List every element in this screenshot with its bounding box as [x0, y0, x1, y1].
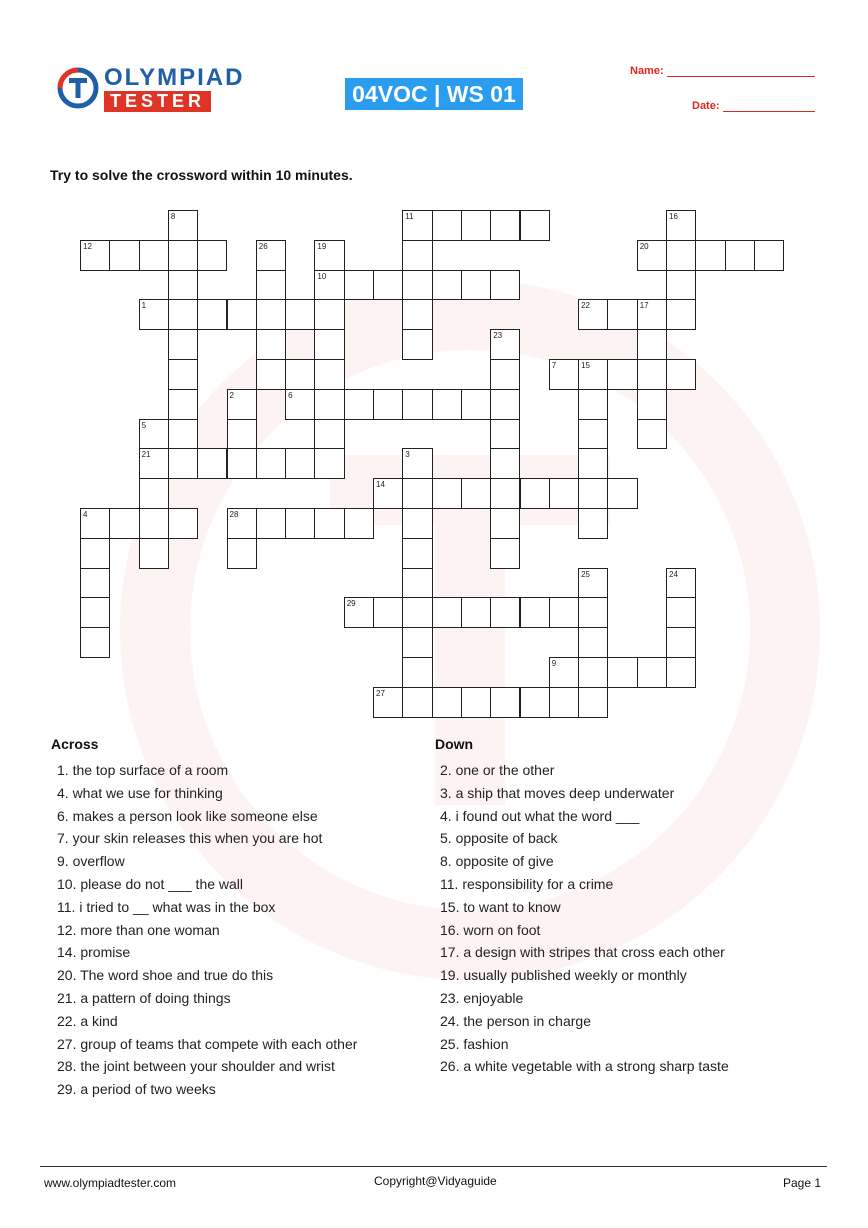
crossword-cell-4[interactable] — [80, 508, 110, 539]
crossword-cell-22[interactable] — [578, 299, 608, 330]
crossword-cell[interactable] — [637, 419, 667, 450]
clue-number: 29 — [346, 599, 356, 609]
clue-item: 20. The word shoe and true do this — [57, 967, 274, 984]
crossword-cell-5[interactable] — [139, 419, 169, 450]
crossword-cell[interactable] — [578, 419, 608, 450]
crossword-cell[interactable] — [168, 419, 198, 450]
crossword-cell[interactable] — [432, 687, 462, 718]
logo-text-olympiad: OLYMPIAD — [104, 64, 245, 91]
crossword-cell-23[interactable] — [490, 329, 520, 360]
crossword-cell[interactable] — [607, 657, 637, 688]
crossword-cell[interactable] — [461, 478, 491, 509]
crossword-cell[interactable] — [490, 359, 520, 390]
clue-number: 17 — [639, 301, 649, 311]
crossword-cell[interactable] — [432, 270, 462, 301]
crossword-cell[interactable] — [285, 299, 315, 330]
footer-divider — [40, 1166, 827, 1167]
crossword-cell[interactable] — [168, 508, 198, 539]
crossword-cell[interactable] — [227, 419, 257, 450]
clue-item: 17. a design with stripes that cross each other — [440, 944, 725, 961]
crossword-cell[interactable] — [80, 597, 110, 628]
crossword-cell-29[interactable] — [344, 597, 374, 628]
crossword-cell[interactable] — [402, 329, 432, 360]
crossword-cell[interactable] — [490, 508, 520, 539]
crossword-cell[interactable] — [666, 597, 696, 628]
crossword-cell[interactable] — [490, 270, 520, 301]
crossword-cell[interactable] — [549, 597, 579, 628]
clue-number: 10 — [317, 271, 327, 281]
crossword-cell[interactable] — [754, 240, 784, 271]
footer-website: www.olympiadtester.com — [44, 1176, 177, 1190]
crossword-cell[interactable] — [80, 627, 110, 658]
crossword-cell[interactable] — [666, 240, 696, 271]
down-clue-list — [440, 760, 840, 1090]
clue-item: 4. what we use for thinking — [57, 784, 223, 801]
clue-number: 24 — [669, 569, 678, 579]
crossword-cell[interactable] — [666, 627, 696, 658]
crossword-cell-28[interactable] — [227, 508, 257, 539]
crossword-cell[interactable] — [461, 270, 491, 301]
footer-copyright: Copyright@Vidyaguide — [374, 1174, 497, 1188]
across-clue-list — [57, 760, 427, 1110]
clue-item: 7. your skin releases this when you are hot — [57, 830, 323, 847]
crossword-cell-21[interactable] — [139, 448, 169, 479]
clue-number: 15 — [581, 361, 590, 370]
clue-number: 4 — [83, 510, 88, 519]
crossword-cell[interactable] — [314, 508, 344, 539]
clue-item: 24. the person in charge — [440, 1012, 591, 1029]
crossword-cell-25[interactable] — [578, 568, 608, 599]
clue-number: 9 — [551, 659, 557, 668]
crossword-cell[interactable] — [520, 597, 550, 628]
crossword-cell[interactable] — [168, 240, 198, 271]
clue-item: 28. the joint between your shoulder and wrist — [57, 1058, 335, 1075]
crossword-cell[interactable] — [578, 389, 608, 420]
clue-item: 1. the top surface of a room — [57, 762, 229, 778]
crossword-cell-2[interactable] — [227, 389, 257, 420]
crossword-cell[interactable] — [402, 687, 432, 718]
crossword-cell[interactable] — [139, 508, 169, 539]
clue-item: 5. opposite of back — [440, 830, 558, 847]
crossword-cell[interactable] — [80, 538, 110, 569]
logo-text-tester: TESTER — [104, 91, 211, 112]
crossword-cell[interactable] — [461, 210, 491, 241]
crossword-cell[interactable] — [490, 597, 520, 628]
crossword-cell[interactable] — [314, 329, 344, 360]
crossword-cell-19[interactable] — [314, 240, 344, 271]
clue-number: 11 — [405, 212, 414, 221]
crossword-cell[interactable] — [402, 538, 432, 569]
crossword-cell[interactable] — [578, 657, 608, 688]
crossword-cell-15[interactable] — [578, 359, 608, 390]
worksheet-title: 04VOC | WS 01 — [345, 78, 523, 110]
clue-item: 29. a period of two weeks — [57, 1081, 216, 1098]
crossword-cell[interactable] — [402, 627, 432, 658]
crossword-cell-1[interactable] — [139, 299, 169, 330]
crossword-cell[interactable] — [168, 299, 198, 330]
clue-number: 23 — [493, 331, 503, 341]
clue-item: 25. fashion — [440, 1035, 509, 1052]
crossword-cell[interactable] — [402, 657, 432, 688]
crossword-cell[interactable] — [432, 478, 462, 509]
crossword-cell[interactable] — [578, 597, 608, 628]
clue-number: 22 — [581, 301, 590, 311]
crossword-cell[interactable] — [227, 538, 257, 569]
clue-item: 22. a kind — [57, 1012, 118, 1029]
crossword-cell-9[interactable] — [549, 657, 579, 688]
crossword-cell[interactable] — [490, 389, 520, 420]
crossword-cell[interactable] — [578, 478, 608, 509]
clue-item: 6. makes a person look like someone else — [57, 807, 318, 824]
crossword-cell[interactable] — [490, 419, 520, 450]
clue-item: 16. worn on foot — [440, 921, 541, 938]
crossword-cell[interactable] — [578, 448, 608, 479]
across-heading: Across — [51, 736, 99, 752]
crossword-cell[interactable] — [666, 359, 696, 390]
clue-number: 7 — [551, 361, 557, 370]
crossword-cell[interactable] — [695, 240, 725, 271]
crossword-cell[interactable] — [666, 270, 696, 301]
clue-number: 12 — [83, 241, 92, 251]
crossword-cell[interactable] — [139, 240, 169, 271]
clue-item: 27. group of teams that compete with each other — [57, 1035, 358, 1052]
crossword-cell[interactable] — [314, 389, 344, 420]
crossword-cell[interactable] — [637, 389, 667, 420]
clue-item: 11. responsibility for a crime — [440, 876, 614, 892]
crossword-cell[interactable] — [578, 508, 608, 539]
crossword-cell[interactable] — [227, 448, 257, 479]
clue-number: 2 — [229, 390, 234, 400]
crossword-cell-14[interactable] — [373, 478, 403, 509]
clue-number: 20 — [639, 241, 649, 251]
crossword-cell[interactable] — [461, 687, 491, 718]
crossword-cell[interactable] — [490, 687, 520, 718]
crossword-cell[interactable] — [256, 359, 286, 390]
crossword-cell[interactable] — [402, 597, 432, 628]
crossword-cell[interactable] — [256, 270, 286, 301]
crossword-cell-12[interactable] — [80, 240, 110, 271]
crossword-cell[interactable] — [490, 448, 520, 479]
crossword-cell[interactable] — [432, 597, 462, 628]
crossword-cell[interactable] — [432, 210, 462, 241]
down-heading: Down — [435, 736, 474, 752]
clue-item: 10. please do not ___ the wall — [57, 876, 244, 892]
crossword-cell[interactable] — [314, 448, 344, 479]
clue-item: 21. a pattern of doing things — [57, 990, 231, 1006]
crossword-cell[interactable] — [256, 448, 286, 479]
clue-number: 21 — [141, 450, 151, 460]
crossword-cell-20[interactable] — [637, 240, 667, 271]
crossword-cell-24[interactable] — [666, 568, 696, 599]
crossword-cell[interactable] — [285, 508, 315, 539]
crossword-cell[interactable] — [344, 389, 374, 420]
crossword-cell[interactable] — [461, 597, 491, 628]
clue-number: 8 — [170, 212, 176, 221]
clue-item: 12. more than one woman — [57, 921, 220, 938]
clue-number: 25 — [581, 569, 590, 579]
crossword-cell[interactable] — [402, 478, 432, 509]
crossword-cell[interactable] — [520, 687, 550, 718]
clue-item: 3. a ship that moves deep underwater — [440, 784, 675, 801]
date-label: Date: — [692, 100, 720, 112]
crossword-cell[interactable] — [549, 687, 579, 718]
crossword-cell[interactable] — [402, 270, 432, 301]
clue-item: 19. usually published weekly or monthly — [440, 967, 687, 984]
crossword-cell[interactable] — [197, 240, 227, 271]
crossword-cell-6[interactable] — [285, 389, 315, 420]
crossword-cell-8[interactable] — [168, 210, 198, 241]
clue-item: 9. overflow — [57, 853, 125, 870]
crossword-cell[interactable] — [666, 657, 696, 688]
instruction-text: Try to solve the crossword within 10 minutes. — [50, 167, 353, 183]
crossword-cell[interactable] — [168, 329, 198, 360]
clue-number: 28 — [229, 510, 239, 519]
crossword-cell[interactable] — [578, 627, 608, 658]
crossword-cell[interactable] — [139, 478, 169, 509]
crossword-cell[interactable] — [549, 478, 579, 509]
crossword-cell-26[interactable] — [256, 240, 286, 271]
crossword-cell[interactable] — [402, 568, 432, 599]
clue-item: 8. opposite of give — [440, 853, 554, 870]
crossword-cell[interactable] — [256, 329, 286, 360]
name-label: Name: — [630, 65, 664, 77]
crossword-cell[interactable] — [109, 508, 139, 539]
crossword-cell[interactable] — [666, 299, 696, 330]
crossword-cell[interactable] — [314, 359, 344, 390]
crossword-cell[interactable] — [80, 568, 110, 599]
clue-number: 26 — [258, 241, 268, 251]
crossword-cell[interactable] — [168, 270, 198, 301]
clue-number: 19 — [317, 241, 327, 251]
crossword-cell[interactable] — [197, 448, 227, 479]
crossword-cell-27[interactable] — [373, 687, 403, 718]
crossword-cell[interactable] — [314, 419, 344, 450]
crossword-cell[interactable] — [637, 329, 667, 360]
crossword-cell[interactable] — [520, 210, 550, 241]
crossword-cell[interactable] — [168, 389, 198, 420]
crossword-cell[interactable] — [637, 657, 667, 688]
clue-item: 15. to want to know — [440, 898, 561, 915]
crossword-cell-10[interactable] — [314, 270, 344, 301]
clue-number: 14 — [376, 480, 385, 490]
clue-number: 6 — [288, 390, 293, 400]
crossword-cell[interactable] — [373, 270, 403, 301]
crossword-cell[interactable] — [432, 389, 462, 420]
crossword-cell[interactable] — [607, 478, 637, 509]
crossword-cell[interactable] — [109, 240, 139, 271]
crossword-cell[interactable] — [520, 478, 550, 509]
clue-item: 26. a white vegetable with a strong sharp taste — [440, 1058, 729, 1075]
crossword-cell[interactable] — [402, 508, 432, 539]
crossword-cell[interactable] — [490, 538, 520, 569]
crossword-cell[interactable] — [139, 538, 169, 569]
crossword-cell[interactable] — [402, 240, 432, 271]
crossword-cell[interactable] — [402, 389, 432, 420]
crossword-cell[interactable] — [168, 448, 198, 479]
crossword-cell[interactable] — [197, 299, 227, 330]
crossword-cell[interactable] — [344, 270, 374, 301]
crossword-cell-7[interactable] — [549, 359, 579, 390]
crossword-cell[interactable] — [285, 448, 315, 479]
crossword-cell[interactable] — [373, 389, 403, 420]
crossword-cell-17[interactable] — [637, 299, 667, 330]
crossword-cell-11[interactable] — [402, 210, 432, 241]
crossword-cell[interactable] — [227, 299, 257, 330]
clue-item: 23. enjoyable — [440, 990, 524, 1006]
clue-number: 5 — [141, 420, 147, 430]
clue-number: 3 — [405, 450, 410, 460]
crossword-cell[interactable] — [168, 359, 198, 390]
crossword-cell[interactable] — [256, 299, 286, 330]
clue-item: 11. i tried to __ what was in the box — [57, 898, 276, 915]
crossword-cell[interactable] — [285, 359, 315, 390]
crossword-cell[interactable] — [373, 597, 403, 628]
clue-number: 1 — [141, 301, 147, 311]
crossword-cell[interactable] — [578, 687, 608, 718]
clue-number: 16 — [669, 212, 678, 221]
crossword-cell-3[interactable] — [402, 448, 432, 479]
crossword-cell[interactable] — [607, 299, 637, 330]
crossword-cell[interactable] — [402, 299, 432, 330]
crossword-cell[interactable] — [256, 508, 286, 539]
crossword-cell[interactable] — [637, 359, 667, 390]
crossword-cell[interactable] — [490, 478, 520, 509]
clue-number: 27 — [376, 688, 385, 698]
crossword-cell[interactable] — [314, 299, 344, 330]
clue-item: 4. i found out what the word ___ — [440, 807, 640, 824]
crossword-cell[interactable] — [344, 508, 374, 539]
crossword-cell[interactable] — [490, 210, 520, 241]
crossword-cell-16[interactable] — [666, 210, 696, 241]
clue-item: 2. one or the other — [440, 762, 555, 778]
clue-item: 14. promise — [57, 944, 131, 961]
crossword-cell[interactable] — [461, 389, 491, 420]
footer-page-number: Page 1 — [783, 1176, 822, 1190]
crossword-cell[interactable] — [607, 359, 637, 390]
crossword-cell[interactable] — [725, 240, 755, 271]
